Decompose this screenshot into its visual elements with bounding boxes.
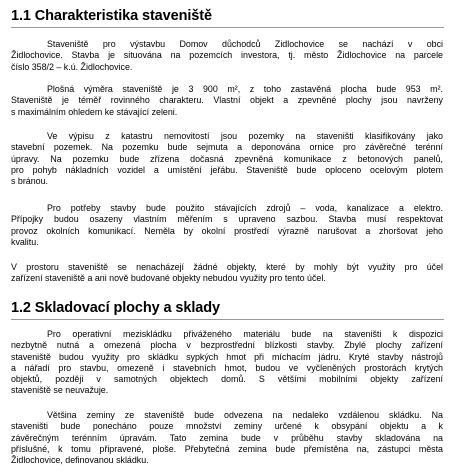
heading-rule xyxy=(11,319,444,320)
text-line: nezbytně nutná a omezená plocha v bezprostřední blízkosti stavby. Zbylé plochy zařízení xyxy=(11,340,443,351)
text-line: s maximálním ohledem ke stávající zeleni. xyxy=(11,106,178,117)
text-line: Staveniště je téměř rovinného charakteru. Vlastní objekt a zpevněné plochy jsou navrženy xyxy=(11,95,443,106)
text-line: kvalitu. xyxy=(11,236,39,247)
paragraph xyxy=(11,131,443,187)
text-line: Většina zeminy ze staveniště bude odvezena na nedaleko vzdálenou skládku. Na xyxy=(47,410,443,420)
paragraph xyxy=(11,203,443,248)
text-line: staveniště se neuvažuje. xyxy=(11,385,109,396)
heading-rule xyxy=(11,27,444,28)
text-line: příslušné, k tomu připravené, ploše. Přebytečná zemina bude přemístěna na, zástupci města xyxy=(11,443,443,454)
text-line: stavební pozemek. Na pozemku bude sejmuta a deponována ornice pro závěrečné terénní xyxy=(11,142,443,153)
text-line: V prostoru staveniště se nenacházejí žádné objekty, které by mohly být využity pro účel xyxy=(11,262,443,272)
text-line: a nářadí pro stavbu, omezeně i stavebních hmot, budou ve vyčleněných prostorách krytých xyxy=(11,362,443,373)
text-line: Židlochovice, definovanou skládku. xyxy=(11,455,149,466)
text-line: číslo 358/2 – k.ú. Židlochovice. xyxy=(11,61,133,72)
text-line: provoz okolních komunikací. Neměla by okolní prostředí výrazně narušovat a zhoršovat jeho xyxy=(11,225,443,236)
text-line: staveništi bude ponecháno pouze množství zeminy určené k obsypání objektu a k xyxy=(11,421,443,432)
paragraph xyxy=(11,39,443,73)
text-line: Plošná výměra staveniště je 3 900 m², z toho zastavěná plocha bude 953 m². xyxy=(47,84,443,94)
text-line: úpravy. Na pozemku bude zřízena dočasná zpevněná komunikace z betonových panelů, xyxy=(11,153,443,164)
text-line: Židlochovice. Stavba je situována na pozemcích investora, tj. město Židlochovice na parcele xyxy=(11,50,443,61)
text-line: pro pohyb nákladních vozidel a umístění jeřábu. Staveniště bude oploceno ocelovým plotem xyxy=(11,164,443,175)
text-line: staveniště budou využity pro skládku sypkých hmot při míchacím jádru. Kryté stavby nástrojů xyxy=(11,351,443,362)
text-line: závěrečným terénním úpravám. Tato zemina bude v průběhu stavby skladována na xyxy=(11,432,443,443)
section-heading-1-1: 1.1 Charakteristika staveniště xyxy=(11,8,212,24)
paragraph xyxy=(11,262,443,285)
paragraph xyxy=(11,84,443,118)
text-line: objektů, později v samotných objektech domů. S většími mobilními objekty zařízení xyxy=(11,374,443,385)
text-line: Pro operativní meziskládku přiváženého materiálu bude na staveništi k dispozici xyxy=(47,329,443,339)
text-line: zařízení staveniště a ani nově budované objekty nebudou využity pro tento účel. xyxy=(11,273,326,284)
text-line: Staveniště pro výstavbu Domov důchodců Zidlochovice se nachází v obci xyxy=(47,39,443,49)
text-line: Přípojky budou osazeny vlastním měřením s upraveno sazbou. Stavba musí respektovat xyxy=(11,214,443,225)
text-line: Pro potřeby stavby bude použito stávajících zdrojů – voda, kanalizace a elektro. xyxy=(47,203,443,213)
text-line: s bránou. xyxy=(11,176,49,187)
section-heading-1-2: 1.2 Skladovací plochy a sklady xyxy=(11,300,220,316)
text-line: Ve výpisu z katastru nemovitostí jsou pozemky na staveništi klasifikovány jako xyxy=(47,131,443,141)
paragraph xyxy=(11,410,443,466)
paragraph xyxy=(11,329,443,397)
